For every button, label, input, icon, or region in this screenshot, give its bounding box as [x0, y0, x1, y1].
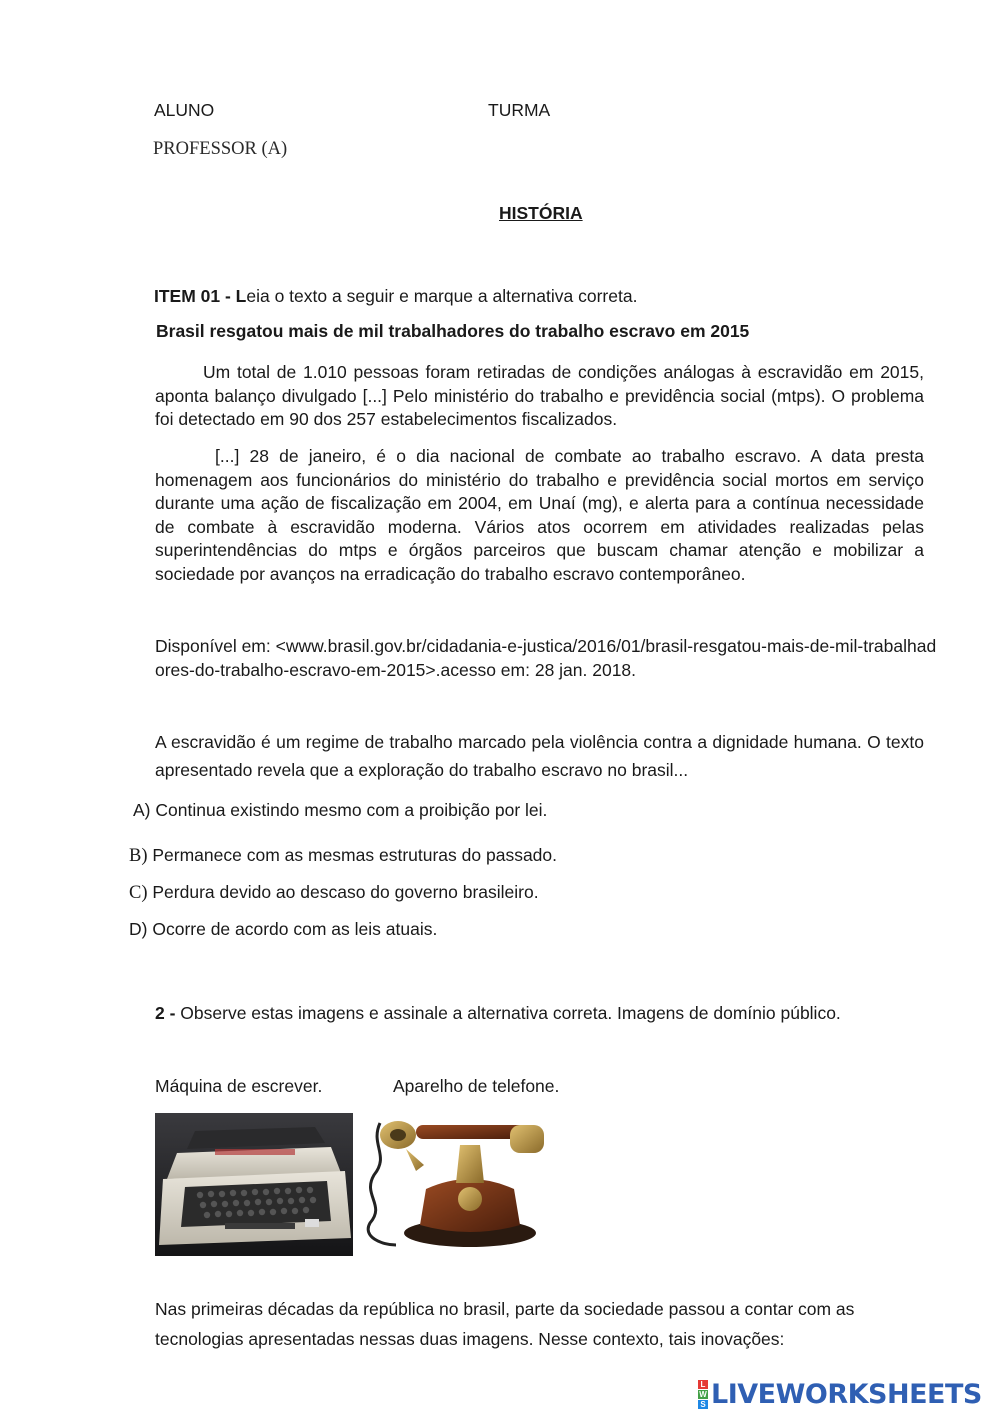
- typewriter-image: [155, 1113, 353, 1256]
- option-c-letter: C): [129, 883, 148, 903]
- option-a[interactable]: [133, 800, 547, 821]
- typewriter-illustration: [155, 1113, 353, 1256]
- option-c[interactable]: [129, 882, 539, 904]
- item1-headline: Brasil resgatou mais de mil trabalhadores do trabalho escravo em 2015: [156, 321, 750, 341]
- option-d[interactable]: [129, 919, 437, 940]
- item1-label: ITEM 01 - L: [154, 286, 247, 306]
- logo-icon-letter-2: W: [699, 1389, 707, 1399]
- item1-paragraph-2: [...] 28 de janeiro, é o dia nacional de combate ao trabalho escravo. A data presta homenagem aos funcionários do ministério do trabalho e previdência social mortos em serviço durante uma ação de fiscalização em 2004, em Unaí (mg), e alerta para a contínua necessidade de combate à escravidão moderna. Vários atos ocorrem em atividades realizadas pelas superintendências do mtps e órgãos parceiros que buscam chamar atenção e mobilizar a sociedade por avanços na erradicação do trabalho escravo contemporâneo.: [155, 446, 924, 584]
- logo-icon-letter-1: L: [698, 1380, 708, 1389]
- item2-instruction-text: Observe estas imagens e assinale a alternativa correta. Imagens de domínio público.: [180, 1003, 841, 1023]
- option-c-text: Perdura devido ao descaso do governo brasileiro.: [152, 882, 539, 902]
- liveworksheets-logo[interactable]: [698, 1377, 982, 1411]
- item1-instruction: [154, 286, 637, 307]
- option-b-letter: B): [129, 846, 148, 866]
- item2-question: Nas primeiras décadas da república no brasil, parte da sociedade passou a contar com as tecnologias apresentadas nessas duas imagens. Nesse contexto, tais inovações:: [155, 1299, 855, 1349]
- item1-instruction-text: eia o texto a seguir e marque a alternativa correta.: [246, 286, 638, 306]
- phone-caption: Aparelho de telefone.: [393, 1076, 560, 1096]
- class-label: TURMA: [488, 100, 551, 120]
- option-a-letter: A): [133, 800, 151, 820]
- option-a-text: Continua existindo mesmo com a proibição por lei.: [155, 800, 548, 820]
- item1-paragraph-1: Um total de 1.010 pessoas foram retiradas de condições análogas à escravidão em 2015, aponta balanço divulgado [...] Pelo ministério do trabalho e previdência social (mtps). O problema foi detectado em 90 dos 257 estabelecimentos fiscalizados.: [155, 362, 924, 429]
- item1-question: A escravidão é um regime de trabalho marcado pela violência contra a dignidade humana. O texto apresentado revela que a exploração do trabalho escravo no brasil...: [155, 732, 924, 780]
- telephone-image: [362, 1105, 548, 1257]
- option-d-letter: D): [129, 919, 148, 939]
- option-d-text: Ocorre de acordo com as leis atuais.: [152, 919, 438, 939]
- option-b-text: Permanece com as mesmas estruturas do passado.: [152, 845, 558, 865]
- option-b[interactable]: [129, 845, 557, 867]
- typewriter-caption: Máquina de escrever.: [155, 1076, 323, 1096]
- teacher-label: PROFESSOR (A): [153, 139, 288, 159]
- logo-icon: [698, 1380, 708, 1409]
- logo-icon-letter-3: S: [698, 1400, 708, 1409]
- subject-title: HISTÓRIA: [499, 203, 583, 223]
- item2-label: 2 -: [155, 1003, 181, 1023]
- telephone-illustration: [362, 1105, 548, 1257]
- item2-instruction: [155, 1003, 841, 1024]
- logo-text: LIVEWORKSHEETS: [711, 1378, 982, 1410]
- item1-source: Disponível em: <www.brasil.gov.br/cidadania-e-justica/2016/01/brasil-resgatou-mais-de-mil-trabalhadores-do-trabalho-escravo-em-2015>.acesso em: 28 jan. 2018.: [155, 636, 937, 680]
- student-label: ALUNO: [154, 100, 215, 120]
